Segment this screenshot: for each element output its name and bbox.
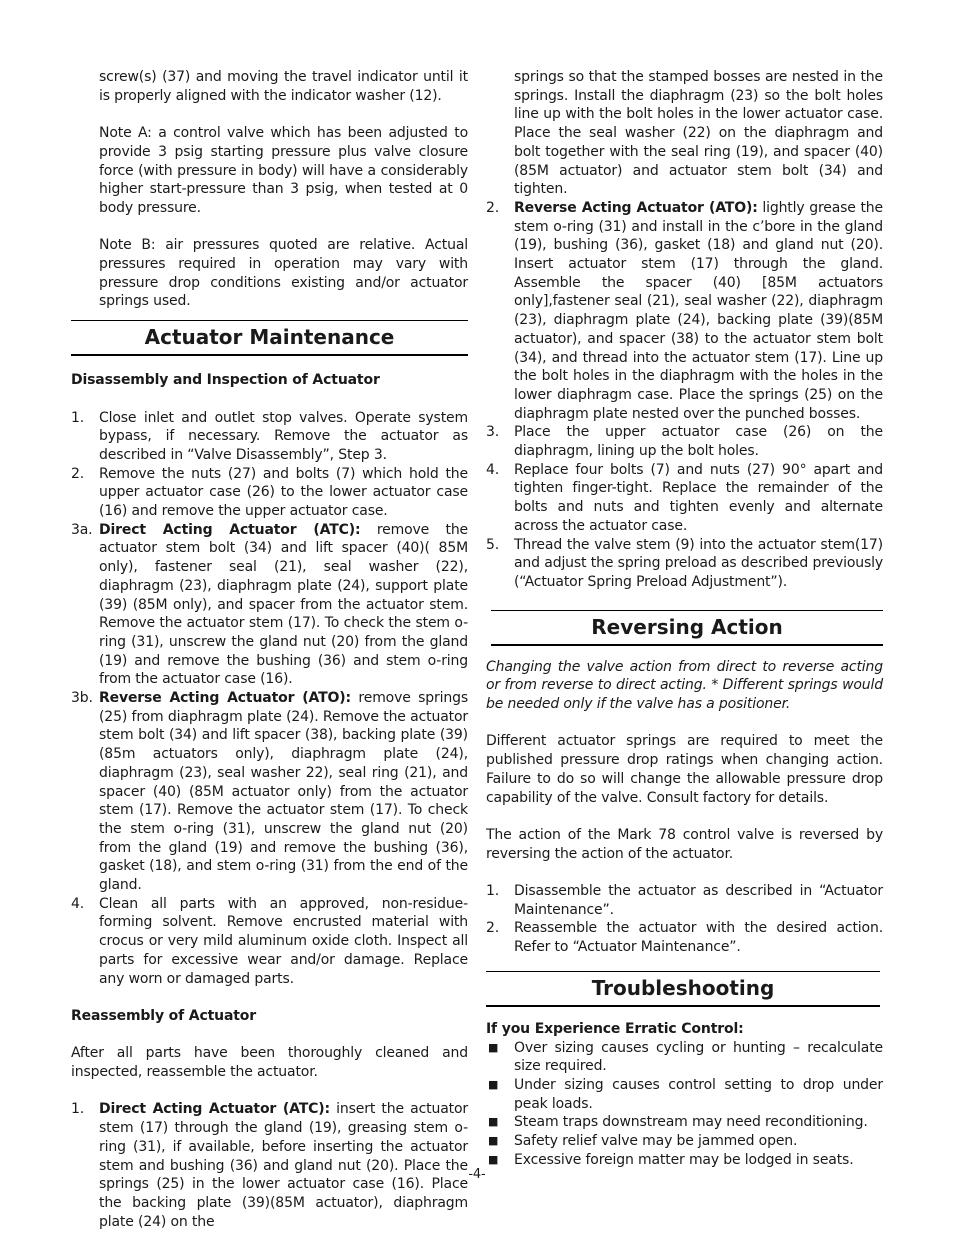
list-item: 2. Reassemble the actuator with the desired action. Refer to “Actuator Maintenance”. <box>486 920 883 956</box>
bullet-icon: ■ <box>488 1040 499 1054</box>
reassembly-intro: After all parts have been thoroughly cleaned and inspected, reassemble the actuator. <box>71 1045 468 1081</box>
note-b: Note B: air pressures quoted are relative. Actual pressures required in operation may vary with pressure drop conditions existing and/or actuator springs used. <box>99 237 468 310</box>
left-column <box>71 68 468 1231</box>
list-item: 2. Reverse Acting Actuator (ATO): lightly grease the stem o-ring (31) and install in the c’bore in the gland (19), bushing (36), gasket (18) and gland nut (20). Insert actuator stem (17) through the gland. Assemble the spacer (40) [85M actuators only],fastener seal (21), seal washer (22), diaphragm (23), diaphragm plate (24), backing plate (39)(85M actuator), and spacer (38) to the actuator stem bolt (34), and thread into the actuator stem (17). Line up the bolt holes in the diaphragm with the holes in the lower diaphragm case. Place the springs (25) on the diaphragm plate nested over the punched bosses. <box>486 199 883 422</box>
troubleshooting-heading: Troubleshooting <box>486 971 880 1007</box>
list-item: ■ Over sizing causes cycling or hunting – recalculate size required. <box>488 1039 883 1075</box>
bullet-icon: ■ <box>488 1078 499 1091</box>
list-item: 2. Remove the nuts (27) and bolts (7) which hold the upper actuator case (26) to the lower actuator case (16) and remove the upper actuator case. <box>71 465 468 520</box>
reversing-action-heading: Reversing Action <box>491 610 883 646</box>
erratic-control-heading: If you Experience Erratic Control: <box>486 1020 744 1037</box>
list-item: 3. Place the upper actuator case (26) on the diaphragm, lining up the bolt holes. <box>486 424 883 460</box>
page-number: -4- <box>468 1167 486 1182</box>
reversing-steps <box>486 882 883 957</box>
step1-continuation: springs so that the stamped bosses are nested in the springs. Install the diaphragm (23) so the bolt holes line up with the bolt holes in the lower actuator case. Place the seal washer (22) on the diaphragm and bolt together with the seal ring (19), and spacer (40) (85M actuator) and actuator stem bolt (34) and tighten. <box>514 69 883 198</box>
list-item: 1. Disassemble the actuator as described in “Actuator Maintenance”. <box>486 883 883 918</box>
note-a: Note A: a control valve which has been adjusted to provide 3 psig starting pressure plus valve closure force (with pressure in body) will have a considerably higher start-pressure than 3 psig, when tested at 0 body pressure. <box>99 125 468 216</box>
reassembly-heading: Reassembly of Actuator <box>71 1007 257 1024</box>
bullet-icon: ■ <box>488 1134 499 1148</box>
troubleshooting-bullets <box>486 1039 883 1170</box>
list-item: ■ Steam traps downstream may need reconditioning. <box>488 1114 868 1131</box>
list-item: 4. Replace four bolts (7) and nuts (27) 90° apart and tighten finger-tight. Replace the remainder of the bolts and nuts and tighten evenly and alternate across the actuator case. <box>486 461 883 534</box>
actuator-maintenance-heading: Actuator Maintenance <box>71 320 468 356</box>
list-item: 3b. Reverse Acting Actuator (ATO): remove springs (25) from diaphragm plate (24). Remove the actuator stem bolt (34) and lift spacer (38), backing plate (39) (85m actuators only), diaphragm plate (24), diaphragm (23), seal washer 22), seal ring (21), and spacer (40) (85M actuator only) from the actuator stem (17). Remove the actuator stem (17). To check the stem o-ring (31), unscrew the gland nut (20) from the gland (19) and remove the bushing (36), gasket (18), and stem o-ring (31) from the end of the gland. <box>71 690 468 894</box>
list-item: ■ Under sizing causes control setting to drop under peak loads. <box>488 1077 883 1112</box>
reversing-paragraph-1: Different actuator springs are required to meet the published pressure drop ratings when changing action. Failure to do so will change the allowable pressure drop capability of the valve. Consult factory for details. <box>486 733 883 806</box>
intro-continuation: screw(s) (37) and moving the travel indicator until it is properly aligned with the indicator washer (12). <box>99 69 468 104</box>
reversing-paragraph-2: The action of the Mark 78 control valve is reversed by reversing the action of the actuator. <box>486 826 883 862</box>
reversing-intro: Changing the valve action from direct to reverse acting or from reverse to direct acting. * Different springs would be needed only if the valve has a positioner. <box>486 658 883 713</box>
disassembly-heading: Disassembly and Inspection of Actuator <box>71 372 380 389</box>
bullet-icon: ■ <box>488 1152 499 1166</box>
list-item: 5. Thread the valve stem (9) into the actuator stem(17) and adjust the spring preload as described previously (“Actuator Spring Preload Adjustment”). <box>486 536 883 590</box>
disassembly-steps <box>71 409 468 989</box>
bullet-icon: ■ <box>488 1115 499 1129</box>
list-item: 3a. Direct Acting Actuator (ATC): remove the actuator stem bolt (34) and lift spacer (40)( 85M only), fastener seal (21), seal washer (22), diaphragm (23), diaphragm plate (24), support plate (39) (85M only), and spacer from the actuator stem. Remove the actuator stem (17). To check the stem o-ring (31), unscrew the gland nut (20) from the gland (19) and remove the bushing (36) and stem o-ring from the actuator case (16). <box>71 521 469 688</box>
list-item: 4. Clean all parts with an approved, non-residue-forming solvent. Remove encrusted material with crocus or very mild aluminum oxide cloth. Inspect all parts for excessive wear and/or damage. Replace any worn or damaged parts. <box>71 895 468 987</box>
list-item: 1. Direct Acting Actuator (ATC): insert the actuator stem (17) through the gland (19), greasing stem o-ring (31), if available, before inserting the actuator stem and bushing (36) and gland nut (20). Place the springs (25) in the lower actuator case (16). Place the backing plate (39)(85M actuator), diaphragm plate (24) on the <box>71 1101 468 1230</box>
reassembly-steps <box>486 199 883 592</box>
list-item: ■ Excessive foreign matter may be lodged in seats. <box>488 1151 854 1168</box>
right-column <box>486 68 883 1170</box>
list-item: ■ Safety relief valve may be jammed open. <box>488 1133 798 1150</box>
list-item: 1. Close inlet and outlet stop valves. Operate system bypass, if necessary. Remove the actuator as described in “Valve Disassembly”, Step 3. <box>71 409 468 463</box>
